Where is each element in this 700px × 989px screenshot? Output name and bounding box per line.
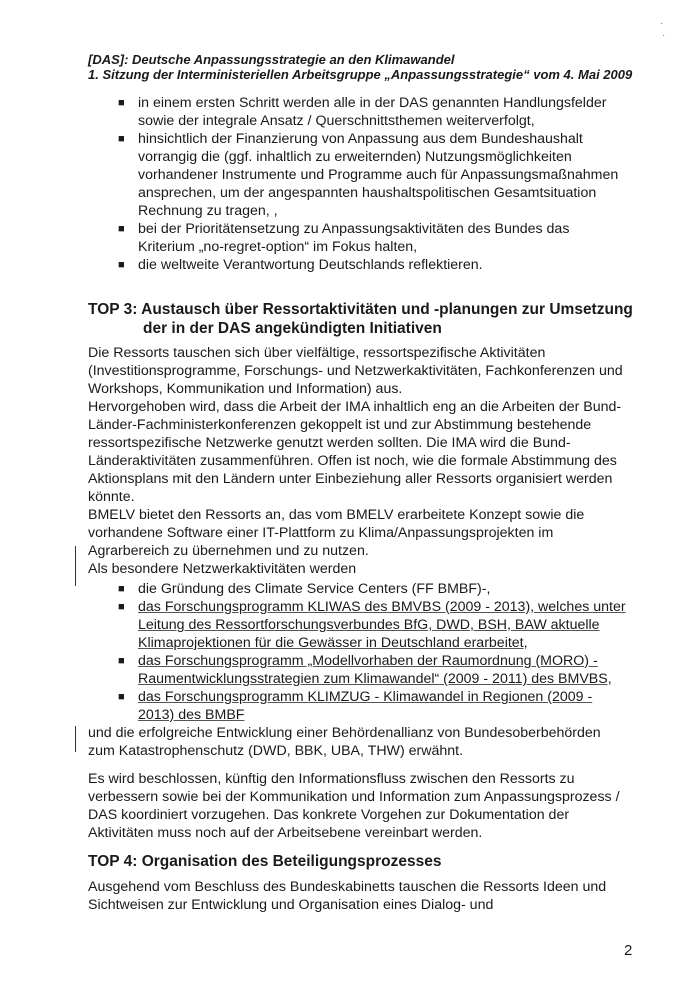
list-item: ■ in einem ersten Schritt werden alle in der DAS genannten Handlungsfelder sowie der integrale Ansatz / Querschnittsthemen weiterverfolgt,	[118, 95, 607, 129]
paragraph: und die erfolgreiche Entwicklung einer Behördenallianz von Bundesoberbehörden zum Katastrophenschutz (DWD, BBK, UBA, THW) erwähnt.	[88, 725, 601, 759]
list-item: ■ die Gründung des Climate Service Centers (FF BMBF)-,	[118, 581, 491, 597]
paragraph: Es wird beschlossen, künftig den Informationsfluss zwischen den Ressorts zu verbessern sowie bei der Kommunikation und Information zum Anpassungsprozess / DAS koordiniert vorzugehen. Das konkrete Vorgehen zur Dokumentation der Aktivitäten muss noch auf der Arbeitsebene vereinbart werden.	[88, 771, 620, 841]
paragraph: Ausgehend vom Beschluss des Bundeskabinetts tauschen die Ressorts Ideen und Sichtweisen zur Entwicklung und Organisation eines Dialog- und	[88, 879, 607, 913]
scan-mark: ·	[662, 30, 666, 41]
header-meeting: 1. Sitzung der Interministeriellen Arbeitsgruppe „Anpassungsstrategie“ vom 4. Mai 2009	[88, 67, 633, 82]
bullet-icon: ■	[118, 133, 125, 145]
bullet-icon: ■	[118, 691, 125, 703]
bullet-icon: ■	[118, 223, 125, 235]
list-item: ■ die weltweite Verantwortung Deutschlands reflektieren.	[118, 257, 483, 273]
paragraph: Die Ressorts tauschen sich über vielfältige, ressortspezifische Aktivitäten (Investitionsprogramme, Forschungs- und Netzwerkaktivitäten, Fachkonferenzen und Workshops, Kommunikation und Information) aus. Hervorgehoben wird, dass die Arbeit der IMA inhaltlich eng an die Arbeiten der Bund- Länder-Fachministerkonferenzen gekoppelt ist und zur Abstimmung bestehende ressortspezifische Netzwerke genutzt werden sollten. Die IMA wird die Bund- Länderaktivitäten zusammenführen. Offen ist noch, wie die formale Abstimmung des Aktionsplans mit den Ländern unter Einbeziehung aller Ressorts organisiert werden könnte. BMELV bietet den Ressorts an, das vom BMELV erarbeitete Konzept sowie die vorhandene Software einer IT-Plattform zu Klima/Anpassungsprojekten im Agrarbereich zu übernehmen und zu nutzen. Als besondere Netzwerkaktivitäten werden	[88, 345, 623, 577]
bullet-icon: ■	[118, 583, 125, 595]
bullet-icon: ■	[118, 259, 125, 271]
list-item: ■ bei der Prioritätensetzung zu Anpassungsaktivitäten des Bundes das Kriterium „no-regret-option“ im Fokus halten,	[118, 221, 570, 255]
margin-mark	[75, 546, 76, 586]
header-title: [DAS]: Deutsche Anpassungsstrategie an den Klimawandel	[88, 52, 455, 67]
section-heading-top4: TOP 4: Organisation des Beteiligungsprozesses	[88, 853, 442, 870]
section-heading-top3: TOP 3: Austausch über Ressortaktivitäten und -planungen zur Umsetzung	[88, 301, 633, 318]
list-item: ■ das Forschungsprogramm KLIMZUG - Klimawandel in Regionen (2009 - 2013) des BMBF	[118, 689, 593, 723]
page-number: 2	[624, 942, 633, 959]
list-item: ■ das Forschungsprogramm „Modellvorhaben der Raumordnung (MORO) - Raumentwicklungsstrategien zum Klimawandel“ (2009 - 2011) des BMVBS,	[118, 653, 612, 687]
bullet-icon: ■	[118, 97, 125, 109]
bullet-icon: ■	[118, 655, 125, 667]
bullet-icon: ■	[118, 601, 125, 613]
section-heading-top3-cont: der in der DAS angekündigten Initiativen	[143, 320, 442, 337]
list-item: ■ das Forschungsprogramm KLIWAS des BMVBS (2009 - 2013), welches unter Leitung des Ressortforschungsverbundes BfG, DWD, BSH, BAW aktuelle Klimaprojektionen für die Gewässer in Deutschland erarbeitet,	[118, 599, 626, 651]
list-item: ■ hinsichtlich der Finanzierung von Anpassung aus dem Bundeshaushalt vorrangig die (ggf. inhaltlich zu erweiternden) Nutzungsmöglichkeiten vorhandener Instrumente und Programme auch für Anpassungsmaßnahmen ansprechen, um der angespannten haushaltspolitischen Gesamtsituation Rechnung zu tragen, ,	[118, 131, 619, 219]
scan-mark: ·	[660, 18, 664, 29]
margin-mark	[75, 726, 76, 752]
